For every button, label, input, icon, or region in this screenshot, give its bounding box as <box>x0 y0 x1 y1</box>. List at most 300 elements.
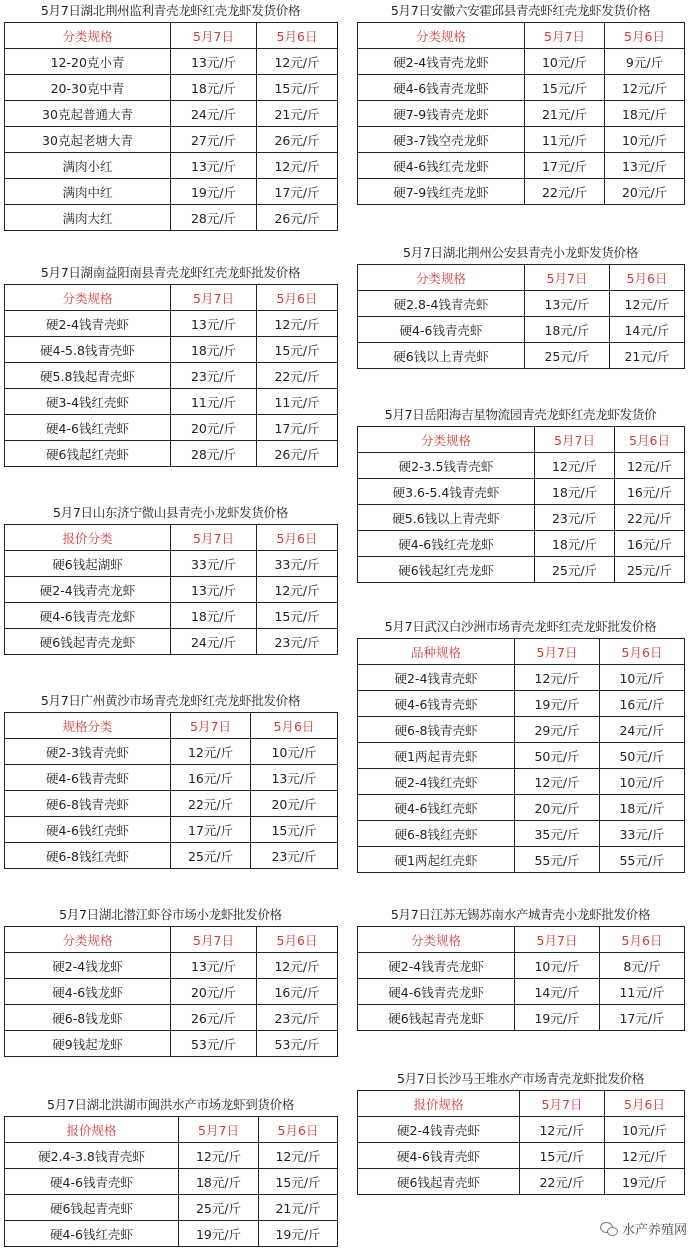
table-header-row <box>358 23 685 49</box>
price-cell: 11元/斤 <box>257 389 338 415</box>
table-header-row <box>358 265 685 291</box>
price-cell: 20元/斤 <box>605 179 685 205</box>
price-cell: 22元/斤 <box>615 505 685 531</box>
spec-cell: 硬2.4-3.8钱青壳虾 <box>5 1143 179 1169</box>
price-cell: 12元/斤 <box>259 1143 338 1169</box>
price-cell: 10元/斤 <box>600 665 685 691</box>
spec-cell: 硬6钱起青壳虾 <box>5 1195 179 1221</box>
price-cell: 12元/斤 <box>257 953 338 979</box>
price-cell: 19元/斤 <box>171 179 257 205</box>
price-cell: 18元/斤 <box>600 795 685 821</box>
price-cell: 53元/斤 <box>171 1031 257 1057</box>
price-table <box>357 926 685 1031</box>
price-cell: 26元/斤 <box>257 441 338 467</box>
table-row <box>5 441 338 467</box>
spec-cell: 硬1两起红壳虾 <box>358 847 515 873</box>
table-row <box>358 1117 685 1143</box>
price-table-block <box>357 0 684 205</box>
column-header: 5月6日 <box>259 1117 338 1143</box>
column-header: 分类规格 <box>358 427 535 453</box>
table-row <box>358 1169 685 1195</box>
price-cell: 25元/斤 <box>525 343 610 369</box>
table-title: 5月7日岳阳海吉星物流园青壳龙虾红壳龙虾发货价 <box>384 407 657 422</box>
price-cell: 10元/斤 <box>251 739 338 765</box>
table-row <box>358 953 685 979</box>
price-cell: 25元/斤 <box>615 557 685 583</box>
price-cell: 19元/斤 <box>259 1221 338 1247</box>
table-title: 5月7日武汉白沙洲市场青壳龙虾红壳龙虾批发价格 <box>384 619 657 634</box>
price-cell: 33元/斤 <box>600 821 685 847</box>
column-header: 5月6日 <box>600 639 685 665</box>
price-table-block <box>357 616 684 873</box>
table-title: 5月7日湖北荆州公安县青壳小龙虾发货价格 <box>403 245 638 260</box>
price-cell: 27元/斤 <box>171 127 257 153</box>
price-cell: 55元/斤 <box>600 847 685 873</box>
table-row <box>358 479 685 505</box>
table-title: 5月7日湖北洪湖市闽洪水产市场龙虾到货价格 <box>46 1097 295 1112</box>
table-row <box>358 317 685 343</box>
price-cell: 20元/斤 <box>171 415 257 441</box>
price-cell: 16元/斤 <box>257 979 338 1005</box>
table-row <box>5 953 338 979</box>
watermark-text: 水产养殖网 <box>621 1223 687 1238</box>
spec-cell: 硬6-8钱红壳虾 <box>5 843 171 869</box>
price-cell: 50元/斤 <box>515 743 600 769</box>
spec-cell: 硬2-4钱红壳虾 <box>358 769 515 795</box>
price-cell: 23元/斤 <box>535 505 615 531</box>
table-row <box>358 717 685 743</box>
table-row <box>5 101 338 127</box>
table-row <box>358 343 685 369</box>
spec-cell: 硬6-8钱青壳虾 <box>5 791 171 817</box>
price-cell: 13元/斤 <box>525 291 610 317</box>
price-cell: 16元/斤 <box>615 479 685 505</box>
price-cell: 23元/斤 <box>257 629 338 655</box>
table-row <box>5 1195 338 1221</box>
price-table-block <box>4 0 337 231</box>
column-header: 5月7日 <box>171 927 257 953</box>
spec-cell: 硬4-6钱红壳虾 <box>5 1221 179 1247</box>
price-cell: 55元/斤 <box>515 847 600 873</box>
table-row <box>358 847 685 873</box>
spec-cell: 硬4-6钱红壳龙虾 <box>358 531 535 557</box>
spec-cell: 硬4-6钱青壳龙虾 <box>358 75 525 101</box>
price-cell: 24元/斤 <box>600 717 685 743</box>
price-cell: 18元/斤 <box>535 479 615 505</box>
column-header: 报价规格 <box>358 1091 520 1117</box>
spec-cell: 硬4-5.8钱青壳虾 <box>5 337 171 363</box>
spec-cell: 硬6-8钱青壳虾 <box>358 717 515 743</box>
table-row <box>5 1169 338 1195</box>
table-row <box>5 791 338 817</box>
price-cell: 12元/斤 <box>257 153 338 179</box>
table-row <box>5 1005 338 1031</box>
table-row <box>5 389 338 415</box>
table-row <box>5 843 338 869</box>
column-header: 5月7日 <box>520 1091 605 1117</box>
table-row <box>358 795 685 821</box>
price-table <box>357 1090 685 1195</box>
spec-cell: 硬9钱起龙虾 <box>5 1031 171 1057</box>
price-cell: 20元/斤 <box>171 979 257 1005</box>
price-table <box>4 712 338 869</box>
column-header: 分类规格 <box>358 927 515 953</box>
price-cell: 19元/斤 <box>515 691 600 717</box>
column-header: 5月6日 <box>600 927 685 953</box>
price-cell: 11元/斤 <box>171 389 257 415</box>
price-cell: 17元/斤 <box>171 817 251 843</box>
spec-cell: 硬2-4钱龙虾 <box>5 953 171 979</box>
price-cell: 33元/斤 <box>257 551 338 577</box>
price-cell: 15元/斤 <box>525 75 605 101</box>
price-cell: 15元/斤 <box>257 603 338 629</box>
price-cell: 10元/斤 <box>605 127 685 153</box>
spec-cell: 硬4-6钱青壳虾 <box>358 691 515 717</box>
table-row <box>5 153 338 179</box>
price-cell: 12元/斤 <box>179 1143 259 1169</box>
price-cell: 12元/斤 <box>515 769 600 795</box>
price-cell: 23元/斤 <box>171 363 257 389</box>
price-cell: 17元/斤 <box>257 415 338 441</box>
spec-cell: 硬4-6钱青壳虾 <box>358 1143 520 1169</box>
price-table <box>357 22 685 205</box>
price-cell: 26元/斤 <box>171 1005 257 1031</box>
table-title: 5月7日长沙马王堆水产市场青壳龙虾批发价格 <box>396 1071 645 1086</box>
price-cell: 28元/斤 <box>171 441 257 467</box>
price-cell: 18元/斤 <box>605 101 685 127</box>
spec-cell: 硬1两起青壳虾 <box>358 743 515 769</box>
table-title: 5月7日湖北荆州监利青壳龙虾红壳龙虾发货价格 <box>40 3 301 18</box>
price-cell: 12元/斤 <box>535 453 615 479</box>
price-cell: 33元/斤 <box>171 551 257 577</box>
table-row <box>358 505 685 531</box>
price-cell: 15元/斤 <box>520 1143 605 1169</box>
price-cell: 21元/斤 <box>610 343 685 369</box>
price-table <box>4 524 338 655</box>
spec-cell: 硬2-4钱青壳虾 <box>358 1117 520 1143</box>
price-table-block <box>4 904 337 1057</box>
price-cell: 25元/斤 <box>171 843 251 869</box>
price-cell: 20元/斤 <box>515 795 600 821</box>
table-row <box>358 453 685 479</box>
price-cell: 18元/斤 <box>171 75 257 101</box>
price-cell: 12元/斤 <box>257 49 338 75</box>
column-header: 5月7日 <box>515 639 600 665</box>
table-header-row <box>5 927 338 953</box>
spec-cell: 硬2.8-4钱青壳虾 <box>358 291 525 317</box>
column-header: 5月6日 <box>257 23 338 49</box>
column-header: 5月6日 <box>615 427 685 453</box>
spec-cell: 硬6钱起红壳龙虾 <box>358 557 535 583</box>
column-header: 分类规格 <box>5 23 171 49</box>
table-row <box>358 743 685 769</box>
spec-cell: 硬6钱以上青壳虾 <box>358 343 525 369</box>
price-cell: 25元/斤 <box>179 1195 259 1221</box>
table-row <box>5 415 338 441</box>
price-cell: 18元/斤 <box>179 1169 259 1195</box>
price-cell: 22元/斤 <box>171 791 251 817</box>
table-title: 5月7日湖北潜江虾谷市场小龙虾批发价格 <box>59 907 282 922</box>
price-table-block <box>4 502 337 655</box>
column-header: 5月7日 <box>525 23 605 49</box>
price-cell: 24元/斤 <box>171 629 257 655</box>
spec-cell: 硬4-6钱龙虾 <box>5 979 171 1005</box>
table-row <box>358 291 685 317</box>
price-cell: 12元/斤 <box>515 665 600 691</box>
price-cell: 17元/斤 <box>600 1005 685 1031</box>
spec-cell: 20-30克中青 <box>5 75 171 101</box>
table-title: 5月7日湖南益阳南县青壳龙虾红壳龙虾批发价格 <box>40 265 301 280</box>
price-table-block <box>4 262 337 467</box>
price-cell: 23元/斤 <box>257 1005 338 1031</box>
spec-cell: 硬6钱起青壳龙虾 <box>5 629 171 655</box>
price-cell: 14元/斤 <box>515 979 600 1005</box>
price-cell: 26元/斤 <box>257 205 338 231</box>
table-row <box>358 75 685 101</box>
price-cell: 11元/斤 <box>600 979 685 1005</box>
table-header-row <box>358 427 685 453</box>
price-table-block <box>4 690 337 869</box>
price-cell: 12元/斤 <box>171 739 251 765</box>
table-header-row <box>5 713 338 739</box>
price-table <box>4 284 338 467</box>
price-cell: 13元/斤 <box>171 953 257 979</box>
price-cell: 25元/斤 <box>535 557 615 583</box>
price-cell: 12元/斤 <box>615 453 685 479</box>
spec-cell: 硬3-7钱空壳龙虾 <box>358 127 525 153</box>
price-cell: 24元/斤 <box>171 101 257 127</box>
column-header: 5月6日 <box>257 285 338 311</box>
column-header: 5月7日 <box>171 525 257 551</box>
table-row <box>5 1221 338 1247</box>
spec-cell: 硬3.6-5.4钱青壳虾 <box>358 479 535 505</box>
column-header: 报价分类 <box>5 525 171 551</box>
table-row <box>358 49 685 75</box>
price-cell: 21元/斤 <box>259 1195 338 1221</box>
table-header-row <box>5 285 338 311</box>
price-cell: 22元/斤 <box>520 1169 605 1195</box>
table-row <box>5 1031 338 1057</box>
price-table <box>357 426 685 583</box>
table-row <box>358 769 685 795</box>
price-cell: 18元/斤 <box>171 337 257 363</box>
table-row <box>5 577 338 603</box>
table-row <box>5 1143 338 1169</box>
spec-cell: 12-20克小青 <box>5 49 171 75</box>
column-header: 5月6日 <box>605 23 685 49</box>
column-header: 品种规格 <box>358 639 515 665</box>
price-cell: 21元/斤 <box>525 101 605 127</box>
table-row <box>5 603 338 629</box>
table-header-row <box>5 525 338 551</box>
table-row <box>358 665 685 691</box>
spec-cell: 硬5.8钱起青壳虾 <box>5 363 171 389</box>
spec-cell: 30克起老塘大青 <box>5 127 171 153</box>
spec-cell: 硬2-3钱青壳虾 <box>5 739 171 765</box>
spec-cell: 硬2-4钱青壳龙虾 <box>5 577 171 603</box>
table-row <box>5 363 338 389</box>
price-cell: 12元/斤 <box>605 75 685 101</box>
price-cell: 10元/斤 <box>605 1117 685 1143</box>
column-header: 5月7日 <box>171 713 251 739</box>
spec-cell: 硬4-6钱红壳龙虾 <box>358 153 525 179</box>
price-table <box>357 264 685 369</box>
price-cell: 19元/斤 <box>515 1005 600 1031</box>
spec-cell: 硬4-6钱青壳龙虾 <box>358 979 515 1005</box>
price-cell: 21元/斤 <box>257 101 338 127</box>
table-row <box>5 49 338 75</box>
column-header: 5月6日 <box>610 265 685 291</box>
table-header-row <box>358 927 685 953</box>
column-header: 5月6日 <box>257 525 338 551</box>
spec-cell: 硬4-6钱红壳虾 <box>358 795 515 821</box>
column-header: 5月7日 <box>525 265 610 291</box>
table-row <box>5 127 338 153</box>
table-row <box>358 1143 685 1169</box>
price-cell: 10元/斤 <box>525 49 605 75</box>
table-row <box>5 739 338 765</box>
price-table <box>4 22 338 231</box>
price-cell: 12元/斤 <box>610 291 685 317</box>
column-header: 5月7日 <box>171 23 257 49</box>
price-table-block <box>4 1094 337 1247</box>
price-cell: 13元/斤 <box>171 49 257 75</box>
table-row <box>5 551 338 577</box>
spec-cell: 硬3-4钱红壳虾 <box>5 389 171 415</box>
price-cell: 12元/斤 <box>605 1143 685 1169</box>
price-cell: 53元/斤 <box>257 1031 338 1057</box>
spec-cell: 硬4-6钱红壳虾 <box>5 415 171 441</box>
column-header: 5月7日 <box>515 927 600 953</box>
price-cell: 18元/斤 <box>171 603 257 629</box>
price-table <box>4 1116 338 1247</box>
spec-cell: 硬4-6钱青壳虾 <box>5 1169 179 1195</box>
table-header-row <box>358 639 685 665</box>
price-cell: 50元/斤 <box>600 743 685 769</box>
table-row <box>358 557 685 583</box>
spec-cell: 硬7-9钱青壳龙虾 <box>358 101 525 127</box>
price-cell: 16元/斤 <box>615 531 685 557</box>
price-cell: 26元/斤 <box>257 127 338 153</box>
column-header: 规格分类 <box>5 713 171 739</box>
table-title: 5月7日广州黄沙市场青壳龙虾红壳龙虾批发价格 <box>40 693 301 708</box>
table-row <box>5 179 338 205</box>
price-table-block <box>357 242 684 369</box>
spec-cell: 满肉小红 <box>5 153 171 179</box>
table-row <box>5 979 338 1005</box>
table-row <box>358 179 685 205</box>
spec-cell: 30克起普通大青 <box>5 101 171 127</box>
price-cell: 13元/斤 <box>171 577 257 603</box>
table-header-row <box>358 1091 685 1117</box>
price-table-block <box>357 904 684 1031</box>
price-cell: 15元/斤 <box>259 1169 338 1195</box>
price-cell: 10元/斤 <box>515 953 600 979</box>
price-table-block <box>357 404 684 583</box>
column-header: 5月6日 <box>605 1091 685 1117</box>
spec-cell: 硬6-8钱红壳虾 <box>358 821 515 847</box>
price-cell: 17元/斤 <box>525 153 605 179</box>
spec-cell: 硬4-6钱青壳虾 <box>5 765 171 791</box>
column-header: 报价规格 <box>5 1117 179 1143</box>
spec-cell: 硬2-4钱青壳虾 <box>5 311 171 337</box>
column-header: 分类规格 <box>5 927 171 953</box>
table-row <box>5 75 338 101</box>
table-title: 5月7日山东济宁微山县青壳小龙虾发货价格 <box>53 505 288 520</box>
watermark <box>600 1219 687 1238</box>
spec-cell: 硬2-4钱青壳龙虾 <box>358 49 525 75</box>
price-cell: 19元/斤 <box>605 1169 685 1195</box>
column-header: 分类规格 <box>5 285 171 311</box>
spec-cell: 硬6钱起青壳虾 <box>358 1169 520 1195</box>
price-cell: 12元/斤 <box>257 311 338 337</box>
price-cell: 35元/斤 <box>515 821 600 847</box>
spec-cell: 硬2-4钱青壳虾 <box>358 665 515 691</box>
table-row <box>358 691 685 717</box>
table-row <box>5 629 338 655</box>
spec-cell: 硬6钱起湖虾 <box>5 551 171 577</box>
price-cell: 17元/斤 <box>257 179 338 205</box>
table-header-row <box>5 1117 338 1143</box>
price-table-block <box>357 1068 684 1195</box>
column-header: 5月7日 <box>179 1117 259 1143</box>
price-cell: 16元/斤 <box>171 765 251 791</box>
price-cell: 29元/斤 <box>515 717 600 743</box>
price-cell: 13元/斤 <box>171 153 257 179</box>
column-header: 5月6日 <box>251 713 338 739</box>
price-cell: 22元/斤 <box>257 363 338 389</box>
table-row <box>358 153 685 179</box>
spec-cell: 硬4-6钱红壳虾 <box>5 817 171 843</box>
column-header: 5月7日 <box>171 285 257 311</box>
table-row <box>358 1005 685 1031</box>
price-cell: 18元/斤 <box>525 317 610 343</box>
price-cell: 15元/斤 <box>257 75 338 101</box>
table-title: 5月7日安徽六安霍邱县青壳虾红壳龙虾发货价格 <box>390 3 651 18</box>
table-title: 5月7日江苏无锡苏南水产城青壳小龙虾批发价格 <box>390 907 651 922</box>
column-header: 分类规格 <box>358 265 525 291</box>
spec-cell: 硬2-3.5钱青壳虾 <box>358 453 535 479</box>
table-row <box>5 311 338 337</box>
price-cell: 22元/斤 <box>525 179 605 205</box>
price-cell: 13元/斤 <box>171 311 257 337</box>
spec-cell: 硬5.6钱以上青壳虾 <box>358 505 535 531</box>
price-cell: 28元/斤 <box>171 205 257 231</box>
table-row <box>5 765 338 791</box>
spec-cell: 硬2-4钱青壳龙虾 <box>358 953 515 979</box>
price-cell: 15元/斤 <box>257 337 338 363</box>
price-cell: 13元/斤 <box>605 153 685 179</box>
spec-cell: 硬4-6钱青壳虾 <box>358 317 525 343</box>
price-table <box>4 926 338 1057</box>
price-cell: 19元/斤 <box>179 1221 259 1247</box>
price-cell: 20元/斤 <box>251 791 338 817</box>
spec-cell: 硬6-8钱龙虾 <box>5 1005 171 1031</box>
table-row <box>358 101 685 127</box>
price-cell: 23元/斤 <box>251 843 338 869</box>
price-cell: 13元/斤 <box>251 765 338 791</box>
price-cell: 10元/斤 <box>600 769 685 795</box>
column-header: 5月6日 <box>257 927 338 953</box>
price-cell: 12元/斤 <box>520 1117 605 1143</box>
spec-cell: 满肉大红 <box>5 205 171 231</box>
price-table <box>357 638 685 873</box>
table-row <box>5 817 338 843</box>
price-cell: 12元/斤 <box>257 577 338 603</box>
price-cell: 11元/斤 <box>525 127 605 153</box>
spec-cell: 满肉中红 <box>5 179 171 205</box>
price-cell: 16元/斤 <box>600 691 685 717</box>
